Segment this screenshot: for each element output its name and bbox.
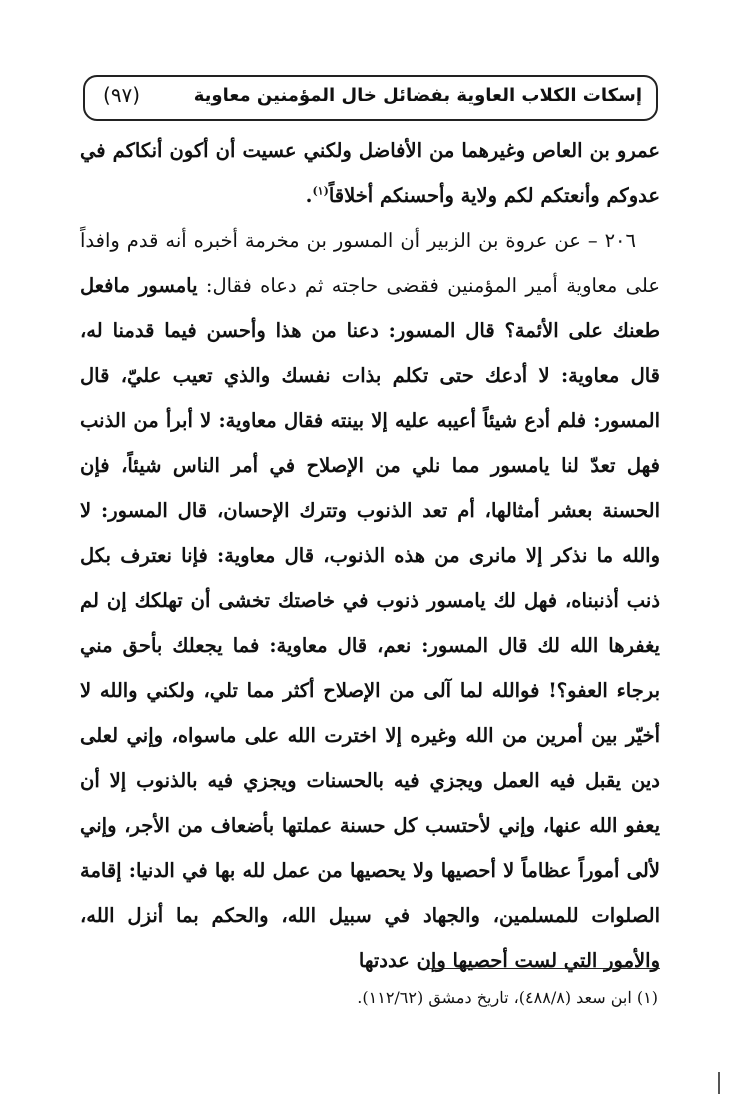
paragraph-continuation-end: . xyxy=(305,184,313,207)
paragraph-continuation xyxy=(80,128,660,218)
running-header xyxy=(83,75,658,121)
footnote: (١) ابن سعد (٤٨٨/٨)، تاريخ دمشق (١١٢/٦٢). xyxy=(357,988,658,1007)
book-title: إسكات الكلاب العاوية بفضائل خال المؤمنين معاوية xyxy=(193,85,642,106)
scan-edge-mark xyxy=(718,1072,720,1094)
page-number: (٩٧) xyxy=(103,83,141,107)
footnote-reference: (١) xyxy=(312,184,329,198)
paragraph-continuation-text: عمرو بن العاص وغيرهما من الأفاضل ولكني عسيت أن أكون أنكاكم في عدوكم وأنعتكم لكم ولاية وأحسنكم أخلاقاً xyxy=(80,139,660,207)
footnote-divider xyxy=(425,968,660,969)
hadith-206 xyxy=(80,218,660,983)
main-text xyxy=(80,128,660,983)
hadith-206-intro: ٢٠٦ – عن عروة بن الزبير أن المسور بن مخرمة أخبره أنه قدم وافداً على معاوية أمير المؤمنين فقضى حاجته ثم دعاه فقال: xyxy=(80,229,661,297)
hadith-206-main: يامسور مافعل طعنك على الأئمة؟ قال المسور: دعنا من هذا وأحسن فيما قدمنا له، قال معاوية: لا أدعك حتى تكلم بذات نفسك والذي تعيب عليّ، قال المسور: فلم أدع شيئاً أعيبه عليه إلا بينته فقال معاوية: لا أبرأ من الذنب فهل تعدّ لنا يامسور مما نلي من الإصلاح في أمر الناس شيئاً، فإن الحسنة بعشر أمثالها، أم تعد الذنوب وتترك الإحسان، قال المسور: لا والله ما نذكر إلا مانرى من هذه الذنوب، قال معاوية: فإنا نعترف بكل ذنب أذنبناه، فهل لك يامسور ذنوب في خاصتك تخشى أن تهلكك إن لم يغفرها الله لك قال المسور: نعم، قال معاوية: فما يجعلك بأحق مني برجاء العفو؟! فوالله لما آلى من الإصلاح أكثر مما تلي، ولكني والله لا أخيّر بين أمرين من الله وغيره إلا اخترت الله على ماسواه، وإني لعلى دين يقبل فيه العمل ويجزي فيه بالحسنات ويجزي فيه بالذنوب إلا أن يعفو الله عنها، وإني لأحتسب كل حسنة عملتها بأضعاف من الأجر، وإني لألى أموراً عظاماً لا أحصيها ولا يحصيها من عمل لله بها في الدنيا: إقامة الصلوات للمسلمين، والجهاد في سبيل الله، والحكم بما أنزل الله، والأمور التي لست أحصيها وإن عددتها xyxy=(80,274,660,972)
